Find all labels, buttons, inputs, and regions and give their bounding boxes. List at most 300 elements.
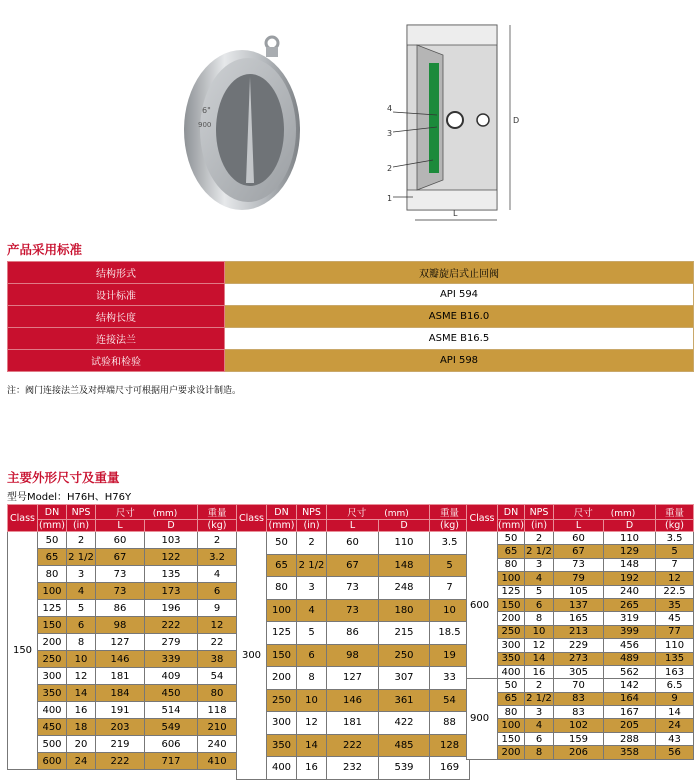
- table-cell: 273: [554, 652, 604, 665]
- table-cell: 4: [198, 566, 237, 583]
- table-row: [8, 685, 237, 702]
- table-cell: 450: [38, 719, 67, 736]
- table-cell: 150: [38, 617, 67, 634]
- header-size-label: 尺寸: [115, 508, 135, 519]
- standards-row: [8, 328, 694, 350]
- table-cell: 2: [525, 532, 554, 545]
- table-cell: 159: [554, 732, 604, 745]
- table-cell: 150: [498, 598, 525, 611]
- table-cell: 181: [96, 668, 145, 685]
- table-cell: 102: [554, 719, 604, 732]
- table-cell: 250: [379, 644, 430, 667]
- table-cell: 409: [145, 668, 198, 685]
- header-row: [237, 520, 470, 532]
- table-cell: 67: [327, 554, 379, 577]
- table-cell: 5: [430, 554, 470, 577]
- table-cell: 16: [525, 665, 554, 678]
- table-cell: 22.5: [656, 585, 694, 598]
- header-nps-unit: (in): [297, 520, 327, 532]
- header-dn: DN: [267, 505, 297, 520]
- table-cell: 73: [554, 558, 604, 571]
- header-weight-unit: (kg): [198, 520, 237, 532]
- table-cell: 12: [198, 617, 237, 634]
- header-class: Class: [8, 505, 38, 532]
- header-dn: DN: [38, 505, 67, 520]
- table-cell: 148: [379, 554, 430, 577]
- callout-4: 4: [387, 104, 393, 113]
- table-row: [8, 566, 237, 583]
- table-cell: 19: [430, 644, 470, 667]
- standards-value: API 598: [225, 350, 694, 372]
- table-cell: 4: [525, 719, 554, 732]
- table-cell: 350: [498, 652, 525, 665]
- table-cell: 2 1/2: [526, 693, 552, 705]
- table-cell: 2 1/2: [67, 549, 96, 566]
- table-cell: 65: [267, 554, 297, 577]
- table-cell: 146: [327, 689, 379, 712]
- table-row: [467, 692, 694, 705]
- table-cell: 18: [67, 719, 96, 736]
- table-row: [237, 734, 470, 757]
- table-cell: 146: [96, 651, 145, 668]
- table-row: [237, 599, 470, 622]
- table-cell: 12: [297, 712, 327, 735]
- table-cell: 127: [96, 634, 145, 651]
- standards-label: 结构长度: [8, 306, 225, 328]
- table-cell: 8: [525, 746, 554, 759]
- valve-photo: [180, 35, 300, 215]
- table-cell: 410: [198, 753, 237, 770]
- table-cell: 73: [327, 599, 379, 622]
- table-cell: 600: [38, 753, 67, 770]
- class-cell: 900: [467, 679, 498, 759]
- table-cell: 79: [554, 572, 604, 585]
- table-row: [237, 532, 470, 555]
- table-row: [467, 746, 694, 759]
- table-cell: 9: [198, 600, 237, 617]
- table-cell: 129: [604, 545, 656, 558]
- table-cell: 169: [430, 757, 470, 780]
- table-row: [237, 554, 470, 577]
- table-cell: 80: [198, 685, 237, 702]
- table-cell: 4: [67, 583, 96, 600]
- table-cell: 422: [379, 712, 430, 735]
- table-cell: 181: [327, 712, 379, 735]
- header-dn-unit: (mm): [267, 520, 297, 532]
- table-cell: 86: [327, 622, 379, 645]
- header-dn-unit: (mm): [39, 520, 65, 531]
- table-row: [467, 719, 694, 732]
- table-row: [237, 622, 470, 645]
- table-cell: 135: [145, 566, 198, 583]
- table-cell: 514: [145, 702, 198, 719]
- table-cell: 549: [145, 719, 198, 736]
- table-row: [8, 549, 237, 566]
- table-cell: 180: [379, 599, 430, 622]
- table-cell: 250: [38, 651, 67, 668]
- table-cell: 73: [96, 583, 145, 600]
- standards-row: [8, 284, 694, 306]
- table-cell: 717: [145, 753, 198, 770]
- header-size-unit: (mm): [610, 509, 636, 519]
- table-cell: 20: [67, 736, 96, 753]
- table-cell: 125: [267, 622, 297, 645]
- header-dn-unit: (mm): [498, 520, 524, 531]
- table-cell: 10: [430, 599, 470, 622]
- table-cell: 86: [96, 600, 145, 617]
- standards-value: 双瓣旋启式止回阀: [225, 262, 694, 284]
- table-cell: 65: [498, 545, 525, 558]
- header-row: [237, 505, 470, 520]
- table-cell: 3: [297, 577, 327, 600]
- header-size: [327, 505, 430, 520]
- table-cell: 100: [38, 583, 67, 600]
- table-cell: 50: [267, 532, 297, 555]
- table-cell: 456: [604, 639, 656, 652]
- header-size-unit: (mm): [384, 509, 409, 519]
- table-cell: 80: [267, 577, 297, 600]
- table-cell: 125: [38, 600, 67, 617]
- table-cell: 14: [67, 685, 96, 702]
- table-cell: 232: [327, 757, 379, 780]
- table-cell: 14: [656, 706, 694, 719]
- table-cell: 70: [554, 679, 604, 692]
- header-class: Class: [237, 505, 267, 532]
- callout-1: 1: [387, 194, 393, 203]
- header-D: D: [379, 520, 430, 532]
- table-cell: 3: [525, 706, 554, 719]
- class-cell: 300: [237, 532, 267, 780]
- header-weight: 重量: [430, 505, 470, 520]
- table-cell: 3: [67, 566, 96, 583]
- table-cell: 539: [379, 757, 430, 780]
- table-cell: 65: [38, 549, 67, 566]
- table-cell: 148: [604, 558, 656, 571]
- table-cell: 5: [67, 600, 96, 617]
- table-row: [8, 634, 237, 651]
- table-cell: 5: [297, 622, 327, 645]
- table-row: [467, 572, 694, 585]
- table-cell: 54: [198, 668, 237, 685]
- table-cell: 191: [96, 702, 145, 719]
- header-weight: 重量: [656, 505, 694, 520]
- header-weight: 重量: [198, 505, 237, 520]
- valve-section-drawing: [385, 15, 535, 230]
- header-size-label: 尺寸: [573, 508, 593, 519]
- table-cell: 2: [198, 532, 237, 549]
- table-cell: 305: [554, 665, 604, 678]
- table-cell: 250: [498, 625, 525, 638]
- table-cell: 38: [198, 651, 237, 668]
- table-cell: 103: [145, 532, 198, 549]
- table-cell: 6: [297, 644, 327, 667]
- header-L: L: [96, 520, 145, 532]
- dimension-table-300: [236, 504, 470, 780]
- header-weight-unit: (kg): [430, 520, 470, 532]
- table-cell: 240: [604, 585, 656, 598]
- table-cell: 60: [96, 532, 145, 549]
- standards-title: 产品采用标准: [7, 242, 83, 257]
- table-cell: 192: [604, 572, 656, 585]
- table-cell: 33: [430, 667, 470, 690]
- header-row: [8, 505, 237, 520]
- table-cell: 77: [656, 625, 694, 638]
- standards-value: ASME B16.5: [225, 328, 694, 350]
- standards-row: [8, 262, 694, 284]
- table-cell: 150: [498, 732, 525, 745]
- callout-3: 3: [387, 129, 393, 138]
- table-cell: 7: [430, 577, 470, 600]
- table-cell: 350: [267, 734, 297, 757]
- table-cell: 110: [604, 532, 656, 545]
- table-cell: 200: [267, 667, 297, 690]
- table-row: [467, 732, 694, 745]
- table-cell: 50: [38, 532, 67, 549]
- table-cell: 67: [96, 549, 145, 566]
- dimension-table-150: [7, 504, 237, 770]
- table-row: [467, 585, 694, 598]
- table-row: [467, 665, 694, 678]
- table-cell: 10: [525, 625, 554, 638]
- table-cell: 8: [67, 634, 96, 651]
- table-cell: 300: [498, 639, 525, 652]
- table-cell: 12: [525, 639, 554, 652]
- table-cell: 606: [145, 736, 198, 753]
- table-row: [237, 577, 470, 600]
- table-row: [237, 757, 470, 780]
- table-cell: 248: [379, 577, 430, 600]
- table-cell: 219: [96, 736, 145, 753]
- table-cell: 60: [554, 532, 604, 545]
- table-cell: 65: [498, 692, 525, 705]
- table-cell: 400: [267, 757, 297, 780]
- table-cell: 80: [38, 566, 67, 583]
- table-cell: 3.5: [656, 532, 694, 545]
- header-nps: NPS: [67, 505, 96, 520]
- table-cell: 358: [604, 746, 656, 759]
- table-cell: 125: [498, 585, 525, 598]
- table-cell: 50: [498, 679, 525, 692]
- header-size-unit: (mm): [152, 509, 178, 519]
- table-cell: 200: [498, 612, 525, 625]
- header-size: [554, 505, 656, 520]
- table-cell: 184: [96, 685, 145, 702]
- table-cell: 73: [96, 566, 145, 583]
- table-cell: 229: [554, 639, 604, 652]
- table-cell: 122: [145, 549, 198, 566]
- table-cell: 210: [198, 719, 237, 736]
- table-cell: 7: [656, 558, 694, 571]
- table-cell: 67: [554, 545, 604, 558]
- standards-note: 注：阀门连接法兰及对焊端尺寸可根据用户要求设计制造。: [7, 386, 242, 396]
- table-cell: 2: [525, 679, 554, 692]
- table-cell: 100: [267, 599, 297, 622]
- table-cell: 80: [498, 558, 525, 571]
- table-cell: 83: [554, 692, 604, 705]
- table-row: [467, 652, 694, 665]
- table-cell: 8: [525, 612, 554, 625]
- table-cell: 100: [498, 719, 525, 732]
- table-cell: 279: [145, 634, 198, 651]
- header-nps: NPS: [297, 505, 327, 520]
- table-cell: 60: [327, 532, 379, 555]
- table-cell: 165: [554, 612, 604, 625]
- callout-2: 2: [387, 164, 393, 173]
- class-cell: 600: [467, 532, 498, 679]
- table-cell: 400: [38, 702, 67, 719]
- table-cell: 12: [67, 668, 96, 685]
- table-cell: 265: [604, 598, 656, 611]
- table-cell: 14: [297, 734, 327, 757]
- table-cell: 50: [498, 532, 525, 545]
- table-row: [467, 532, 694, 545]
- standards-label: 结构形式: [8, 262, 225, 284]
- header-size-label: 尺寸: [347, 508, 367, 519]
- table-row: [467, 639, 694, 652]
- table-row: [237, 689, 470, 712]
- table-cell: 489: [604, 652, 656, 665]
- table-cell: 12: [656, 572, 694, 585]
- table-cell: 288: [604, 732, 656, 745]
- standards-table: [7, 261, 694, 372]
- photo-marking-class: 900: [198, 121, 212, 129]
- table-cell: 4: [525, 572, 554, 585]
- table-cell: 196: [145, 600, 198, 617]
- header-weight-unit: (kg): [656, 520, 694, 532]
- table-cell: 24: [656, 719, 694, 732]
- table-cell: 16: [67, 702, 96, 719]
- standards-label: 设计标准: [8, 284, 225, 306]
- table-cell: 319: [604, 612, 656, 625]
- table-cell: 142: [604, 679, 656, 692]
- header-dn: DN: [498, 505, 525, 520]
- table-cell: 167: [604, 706, 656, 719]
- header-nps: NPS: [525, 505, 554, 520]
- table-row: [8, 532, 237, 549]
- table-row: [8, 719, 237, 736]
- table-cell: 110: [656, 639, 694, 652]
- header-class: Class: [467, 505, 498, 532]
- table-cell: 206: [554, 746, 604, 759]
- table-cell: 240: [198, 736, 237, 753]
- header-D: D: [604, 520, 656, 532]
- table-cell: 22: [198, 634, 237, 651]
- table-cell: 5: [656, 545, 694, 558]
- table-row: [237, 712, 470, 735]
- table-cell: 213: [554, 625, 604, 638]
- table-cell: 173: [145, 583, 198, 600]
- table-row: [8, 736, 237, 753]
- table-cell: 16: [297, 757, 327, 780]
- table-cell: 3.2: [198, 549, 237, 566]
- table-cell: 6: [198, 583, 237, 600]
- table-row: [467, 706, 694, 719]
- table-row: [8, 753, 237, 770]
- standards-label: 连接法兰: [8, 328, 225, 350]
- header-size: [96, 505, 198, 520]
- table-cell: 2 1/2: [526, 546, 552, 558]
- table-cell: 135: [656, 652, 694, 665]
- header-row: [467, 505, 694, 520]
- table-cell: 83: [554, 706, 604, 719]
- table-cell: 6: [525, 598, 554, 611]
- standards-value: ASME B16.0: [225, 306, 694, 328]
- table-cell: 10: [67, 651, 96, 668]
- table-cell: 203: [96, 719, 145, 736]
- dimension-table-600-900: [466, 504, 694, 760]
- table-row: [467, 598, 694, 611]
- table-cell: 485: [379, 734, 430, 757]
- table-cell: 98: [96, 617, 145, 634]
- table-row: [467, 679, 694, 692]
- table-cell: 250: [267, 689, 297, 712]
- table-cell: 8: [297, 667, 327, 690]
- header-nps-unit: (in): [67, 520, 96, 532]
- table-cell: 56: [656, 746, 694, 759]
- dimension-D: D: [513, 116, 520, 125]
- table-cell: 127: [327, 667, 379, 690]
- class-cell: 150: [8, 532, 38, 770]
- table-cell: 24: [67, 753, 96, 770]
- table-cell: 200: [38, 634, 67, 651]
- table-cell: 450: [145, 685, 198, 702]
- table-cell: 9: [656, 692, 694, 705]
- table-cell: 54: [430, 689, 470, 712]
- table-cell: 222: [327, 734, 379, 757]
- table-cell: 164: [604, 692, 656, 705]
- table-row: [8, 702, 237, 719]
- table-cell: 100: [498, 572, 525, 585]
- table-row: [467, 558, 694, 571]
- table-row: [8, 583, 237, 600]
- table-cell: 5: [525, 585, 554, 598]
- header-L: L: [554, 520, 604, 532]
- table-cell: 361: [379, 689, 430, 712]
- table-cell: 73: [327, 577, 379, 600]
- table-cell: 222: [145, 617, 198, 634]
- table-row: [237, 644, 470, 667]
- table-cell: 2 1/2: [297, 554, 327, 577]
- model-line: 型号Model：H76H、H76Y: [7, 492, 132, 503]
- table-cell: 215: [379, 622, 430, 645]
- table-cell: 350: [38, 685, 67, 702]
- table-cell: 110: [379, 532, 430, 555]
- table-cell: 2: [67, 532, 96, 549]
- header-row: [8, 520, 237, 532]
- table-cell: 105: [554, 585, 604, 598]
- table-cell: 4: [297, 599, 327, 622]
- table-row: [8, 651, 237, 668]
- table-cell: 3.5: [430, 532, 470, 555]
- table-cell: 500: [38, 736, 67, 753]
- standards-row: [8, 306, 694, 328]
- table-cell: 35: [656, 598, 694, 611]
- table-row: [467, 625, 694, 638]
- table-cell: 300: [38, 668, 67, 685]
- table-cell: 14: [525, 652, 554, 665]
- table-cell: 562: [604, 665, 656, 678]
- table-row: [467, 612, 694, 625]
- table-cell: 43: [656, 732, 694, 745]
- table-cell: 98: [327, 644, 379, 667]
- table-cell: 10: [297, 689, 327, 712]
- table-cell: 88: [430, 712, 470, 735]
- header-row: [467, 520, 694, 532]
- standards-value: API 594: [225, 284, 694, 306]
- table-cell: 307: [379, 667, 430, 690]
- table-cell: 128: [430, 734, 470, 757]
- table-cell: 80: [498, 706, 525, 719]
